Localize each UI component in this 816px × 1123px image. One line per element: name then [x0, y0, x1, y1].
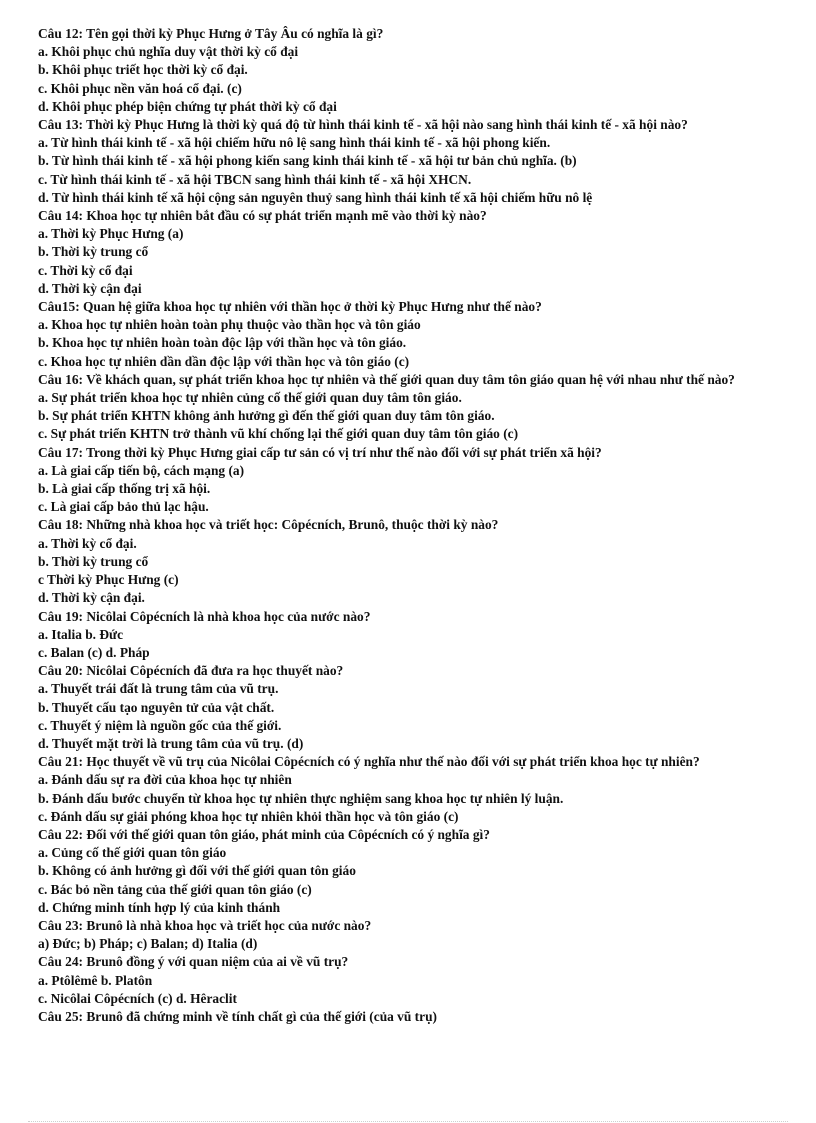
document-body [38, 25, 798, 1026]
answer-option-line: a. Khôi phục chủ nghĩa duy vật thời kỳ cổ đại [38, 44, 299, 60]
answer-option-line: b. Thời kỳ trung cổ [38, 244, 149, 260]
answer-option-line: c Thời kỳ Phục Hưng (c) [38, 572, 179, 588]
question-line: Câu 22: Đối với thế giới quan tôn giáo, phát minh của Côpécních có ý nghĩa gì? [38, 826, 490, 842]
answer-option-line: c. Đánh dấu sự giải phóng khoa học tự nhiên khỏi thần học và tôn giáo (c) [38, 808, 459, 824]
question-line: Câu 16: Về khách quan, sự phát triển khoa học tự nhiên và thế giới quan duy tâm tôn giáo quan hệ với nhau như thế nào? [38, 371, 735, 387]
answer-option-line: d. Thuyết mặt trời là trung tâm của vũ trụ. (d) [38, 735, 304, 751]
answer-option-line: b. Thời kỳ trung cổ [38, 553, 149, 569]
answer-option-line: a. Sự phát triển khoa học tự nhiên củng cố thế giới quan duy tâm tôn giáo. [38, 390, 462, 406]
answer-option-line: c. Bác bỏ nền tảng của thế giới quan tôn giáo (c) [38, 881, 312, 897]
answer-option-line: b. Thuyết cấu tạo nguyên tử của vật chất. [38, 699, 275, 715]
answer-option-line: a. Thời kỳ cổ đại. [38, 535, 137, 551]
question-line: Câu 24: Brunô đồng ý với quan niệm của ai về vũ trụ? [38, 954, 349, 970]
answer-option-line: c. Thời kỳ cổ đại [38, 262, 133, 278]
answer-option-line: b. Sự phát triển KHTN không ảnh hưởng gì đến thế giới quan duy tâm tôn giáo. [38, 408, 495, 424]
question-line: Câu 25: Brunô đã chứng minh về tính chất gì của thế giới (của vũ trụ) [38, 1008, 437, 1024]
answer-option-line: a. Ptôlêmê b. Platôn [38, 972, 153, 988]
answer-option-line: d. Khôi phục phép biện chứng tự phát thời kỳ cổ đại [38, 98, 337, 114]
answer-option-line: a. Khoa học tự nhiên hoàn toàn phụ thuộc vào thần học và tôn giáo [38, 317, 421, 333]
answer-option-line: c. Là giai cấp bảo thủ lạc hậu. [38, 499, 209, 515]
answer-option-line: c. Sự phát triển KHTN trở thành vũ khí chống lại thế giới quan duy tâm tôn giáo (c) [38, 426, 519, 442]
answer-option-line: c. Từ hình thái kinh tế - xã hội TBCN sang hình thái kinh tế - xã hội XHCN. [38, 171, 472, 187]
answer-option-line: b. Khôi phục triết học thời kỳ cổ đại. [38, 62, 248, 78]
answer-option-line: d. Thời kỳ cận đại. [38, 590, 145, 606]
question-line: Câu 20: Nicôlai Côpécních đã đưa ra học thuyết nào? [38, 663, 344, 679]
question-line: Câu 12: Tên gọi thời kỳ Phục Hưng ở Tây Âu có nghĩa là gì? [38, 26, 384, 41]
answer-option-line: c. Khôi phục nền văn hoá cổ đại. (c) [38, 80, 242, 96]
answer-option-line: a) Đức; b) Pháp; c) Balan; d) Italia (d) [38, 936, 258, 952]
question-line: Câu 14: Khoa học tự nhiên bắt đầu có sự phát triển mạnh mẽ vào thời kỳ nào? [38, 208, 487, 224]
answer-option-line: b. Khoa học tự nhiên hoàn toàn độc lập với thần học và tôn giáo. [38, 335, 407, 351]
answer-option-line: b. Đánh dấu bước chuyển từ khoa học tự nhiên thực nghiệm sang khoa học tự nhiên lý luận. [38, 790, 564, 806]
answer-option-line: c. Thuyết ý niệm là nguồn gốc của thế giới. [38, 717, 282, 733]
answer-option-line: d. Từ hình thái kinh tế xã hội cộng sản nguyên thuỷ sang hình thái kinh tế xã hội chiếm hữu nô lệ [38, 189, 593, 205]
page-bottom-divider [28, 1121, 788, 1122]
answer-option-line: d. Thời kỳ cận đại [38, 280, 142, 296]
answer-option-line: c. Nicôlai Côpécních (c) d. Hêraclit [38, 990, 237, 1006]
question-line: Câu 21: Học thuyết về vũ trụ của Nicôlai Côpécních có ý nghĩa như thế nào đối với sự phát triển khoa học tự nhiên? [38, 754, 700, 770]
answer-option-line: b. Không có ảnh hưởng gì đối với thế giới quan tôn giáo [38, 863, 356, 879]
answer-option-line: a. Là giai cấp tiến bộ, cách mạng (a) [38, 462, 245, 478]
question-line: Câu 18: Những nhà khoa học và triết học: Côpécních, Brunô, thuộc thời kỳ nào? [38, 517, 499, 533]
answer-option-line: c. Balan (c) d. Pháp [38, 644, 150, 660]
answer-option-line: b. Từ hình thái kinh tế - xã hội phong kiến sang kinh thái kinh tế - xã hội tư bản chủ nghĩa. (b) [38, 153, 577, 169]
answer-option-line: a. Đánh dấu sự ra đời của khoa học tự nhiên [38, 772, 292, 788]
answer-option-line: b. Là giai cấp thống trị xã hội. [38, 481, 211, 497]
answer-option-line: a. Thời kỳ Phục Hưng (a) [38, 226, 184, 242]
question-line: Câu 23: Brunô là nhà khoa học và triết học của nước nào? [38, 917, 372, 933]
question-line: Câu 17: Trong thời kỳ Phục Hưng giai cấp tư sản có vị trí như thế nào đối với sự phát triển xã hội? [38, 444, 602, 460]
answer-option-line: a. Củng cố thế giới quan tôn giáo [38, 845, 227, 861]
question-line: Câu 19: Nicôlai Côpécních là nhà khoa học của nước nào? [38, 608, 371, 624]
answer-option-line: a. Italia b. Đức [38, 626, 124, 642]
answer-option-line: a. Từ hình thái kinh tế - xã hội chiếm hữu nô lệ sang hình thái kinh tế - xã hội phong kiến. [38, 135, 551, 151]
answer-option-line: c. Khoa học tự nhiên dần dần độc lập với thần học và tôn giáo (c) [38, 353, 410, 369]
question-line: Câu15: Quan hệ giữa khoa học tự nhiên với thần học ở thời kỳ Phục Hưng như thế nào? [38, 299, 542, 315]
answer-option-line: d. Chứng minh tính hợp lý của kinh thánh [38, 899, 281, 915]
question-line: Câu 13: Thời kỳ Phục Hưng là thời kỳ quá độ từ hình thái kinh tế - xã hội nào sang hình thái kinh tế - xã hội nào? [38, 117, 688, 133]
answer-option-line: a. Thuyết trái đất là trung tâm của vũ trụ. [38, 681, 279, 697]
